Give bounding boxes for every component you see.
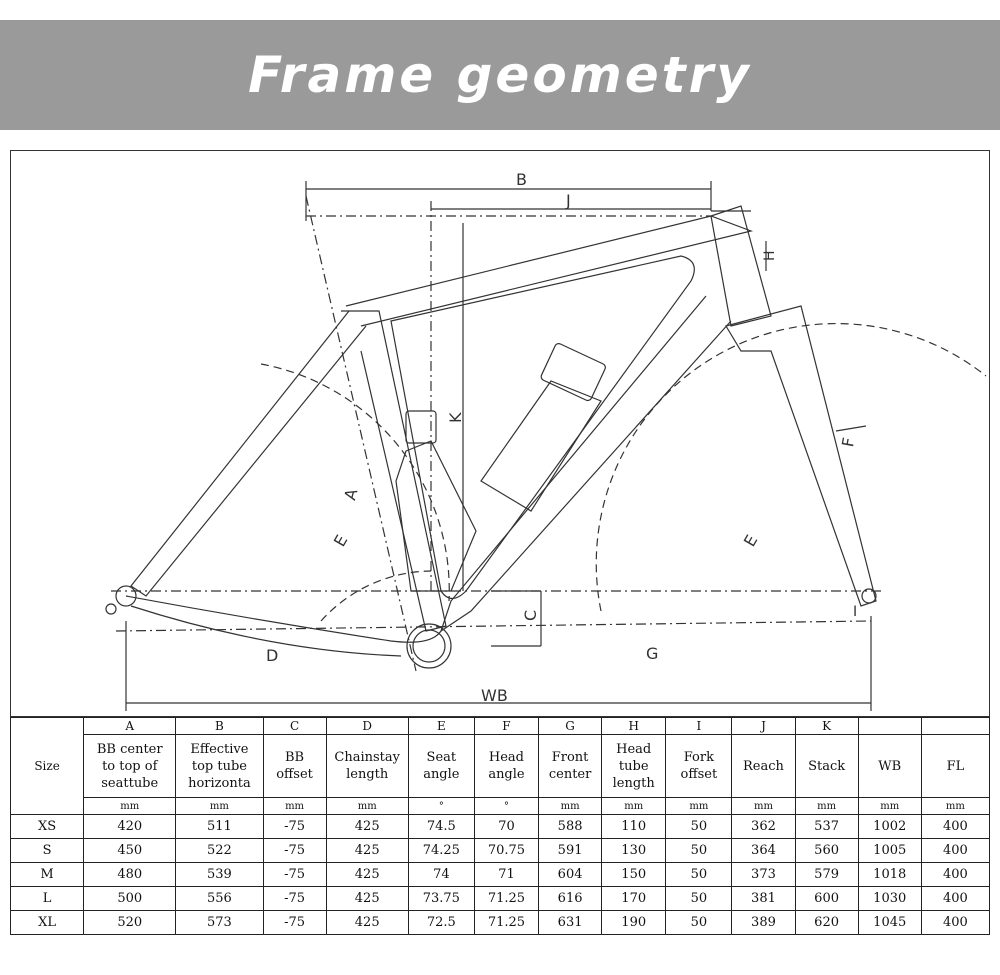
table-cell: 620 <box>795 911 858 935</box>
geometry-table <box>10 717 990 935</box>
col-letter: I <box>666 718 732 735</box>
table-cell: 591 <box>539 839 602 863</box>
label-E-front: E <box>739 531 762 550</box>
title-banner <box>0 20 1000 130</box>
table-cell: 373 <box>732 863 795 887</box>
col-name: Stack <box>795 735 858 798</box>
col-letter: J <box>732 718 795 735</box>
table-cell: 50 <box>666 911 732 935</box>
table-cell: 381 <box>732 887 795 911</box>
table-cell: 425 <box>326 887 408 911</box>
col-name: Head angle <box>474 735 538 798</box>
col-unit: ° <box>474 798 538 815</box>
table-cell: 520 <box>84 911 176 935</box>
label-WB: WB <box>481 686 508 705</box>
table-cell: 170 <box>602 887 666 911</box>
table-cell: 450 <box>84 839 176 863</box>
table-cell: -75 <box>263 839 326 863</box>
size-cell: L <box>11 887 84 911</box>
table-row-l <box>11 887 990 911</box>
table-cell: 616 <box>539 887 602 911</box>
col-unit: mm <box>176 798 263 815</box>
col-letter: F <box>474 718 538 735</box>
table-cell: 579 <box>795 863 858 887</box>
table-cell: 400 <box>921 887 989 911</box>
table-cell: 556 <box>176 887 263 911</box>
table-cell: 573 <box>176 911 263 935</box>
label-C: C <box>521 609 540 621</box>
col-unit: mm <box>666 798 732 815</box>
table-cell: 190 <box>602 911 666 935</box>
table-cell: 420 <box>84 815 176 839</box>
seat-stay <box>131 311 366 596</box>
table-cell: 400 <box>921 863 989 887</box>
name-row <box>11 735 990 798</box>
col-name: BB offset <box>263 735 326 798</box>
col-name: Chainstay length <box>326 735 408 798</box>
table-cell: 425 <box>326 815 408 839</box>
col-letter: A <box>84 718 176 735</box>
unit-row <box>11 798 990 815</box>
label-G: G <box>646 644 659 663</box>
table-cell: 480 <box>84 863 176 887</box>
table-cell: 50 <box>666 815 732 839</box>
table-cell: 150 <box>602 863 666 887</box>
table-cell: 130 <box>602 839 666 863</box>
table-cell: 400 <box>921 839 989 863</box>
label-H: H <box>762 250 778 261</box>
table-cell: 600 <box>795 887 858 911</box>
col-unit: mm <box>263 798 326 815</box>
table-cell: 425 <box>326 911 408 935</box>
table-cell: 1018 <box>858 863 921 887</box>
chain-stay <box>126 596 441 656</box>
table-cell: 1005 <box>858 839 921 863</box>
frame-geometry-diagram <box>11 151 989 716</box>
col-name: Fork offset <box>666 735 732 798</box>
col-unit: mm <box>602 798 666 815</box>
table-cell: 560 <box>795 839 858 863</box>
table-cell: 70 <box>474 815 538 839</box>
top-tube <box>346 216 751 326</box>
table-cell: 500 <box>84 887 176 911</box>
table-cell: 74.5 <box>408 815 474 839</box>
head-tube <box>711 206 771 326</box>
table-cell: 425 <box>326 863 408 887</box>
table-cell: 522 <box>176 839 263 863</box>
size-cell: S <box>11 839 84 863</box>
table-cell: 74 <box>408 863 474 887</box>
table-cell: 110 <box>602 815 666 839</box>
table-cell: 50 <box>666 887 732 911</box>
table-cell: 631 <box>539 911 602 935</box>
table-cell: 1045 <box>858 911 921 935</box>
table-cell: 71.25 <box>474 887 538 911</box>
table-row-xl <box>11 911 990 935</box>
table-cell: 389 <box>732 911 795 935</box>
col-unit: mm <box>921 798 989 815</box>
frame-drawing <box>10 150 990 717</box>
table-cell: 50 <box>666 839 732 863</box>
table-cell: 511 <box>176 815 263 839</box>
col-unit: mm <box>84 798 176 815</box>
table-cell: 74.25 <box>408 839 474 863</box>
table-cell: -75 <box>263 815 326 839</box>
size-header: Size <box>11 718 84 815</box>
col-unit: mm <box>732 798 795 815</box>
table-cell: 537 <box>795 815 858 839</box>
col-name: Front center <box>539 735 602 798</box>
fork <box>726 306 876 606</box>
col-letter: D <box>326 718 408 735</box>
table-cell: 70.75 <box>474 839 538 863</box>
col-letter: H <box>602 718 666 735</box>
col-unit: mm <box>326 798 408 815</box>
seat-tube <box>341 311 446 631</box>
table-cell: 71.25 <box>474 911 538 935</box>
col-name: FL <box>921 735 989 798</box>
table-row-xs <box>11 815 990 839</box>
table-cell: 362 <box>732 815 795 839</box>
letter-row <box>11 718 990 735</box>
label-B: B <box>516 170 527 189</box>
col-letter: C <box>263 718 326 735</box>
table-cell: 604 <box>539 863 602 887</box>
col-name: Reach <box>732 735 795 798</box>
col-unit: mm <box>858 798 921 815</box>
bottle-seat-tube <box>396 441 476 591</box>
label-A: A <box>340 486 362 503</box>
col-letter <box>921 718 989 735</box>
bottle-down-tube <box>481 381 601 511</box>
size-cell: XL <box>11 911 84 935</box>
table-cell: 50 <box>666 863 732 887</box>
table-cell: 588 <box>539 815 602 839</box>
label-D: D <box>266 646 279 665</box>
size-cell: XS <box>11 815 84 839</box>
table-row-m <box>11 863 990 887</box>
table-cell: 72.5 <box>408 911 474 935</box>
col-name: Seat angle <box>408 735 474 798</box>
col-name: Effective top tube horizonta <box>176 735 263 798</box>
col-letter: B <box>176 718 263 735</box>
label-I: I <box>853 604 858 620</box>
table-cell: -75 <box>263 911 326 935</box>
table-cell: 539 <box>176 863 263 887</box>
col-letter <box>858 718 921 735</box>
table-cell: 71 <box>474 863 538 887</box>
table-cell: 400 <box>921 815 989 839</box>
col-letter: E <box>408 718 474 735</box>
label-E-rear: E <box>329 531 352 550</box>
table-cell: 425 <box>326 839 408 863</box>
down-tube <box>441 296 731 631</box>
table-cell: -75 <box>263 863 326 887</box>
col-unit: mm <box>795 798 858 815</box>
table-cell: 364 <box>732 839 795 863</box>
label-J: J <box>566 191 571 210</box>
col-unit: mm <box>539 798 602 815</box>
table-cell: -75 <box>263 887 326 911</box>
table-cell: 400 <box>921 911 989 935</box>
page-title: Frame geometry <box>248 46 752 104</box>
table-cell: 1030 <box>858 887 921 911</box>
table-row-s <box>11 839 990 863</box>
col-letter: K <box>795 718 858 735</box>
col-unit: ° <box>408 798 474 815</box>
col-letter: G <box>539 718 602 735</box>
col-name: Head tube length <box>602 735 666 798</box>
size-cell: M <box>11 863 84 887</box>
table-cell: 1002 <box>858 815 921 839</box>
label-K: K <box>446 412 465 423</box>
label-F: F <box>838 436 859 449</box>
table-cell: 73.75 <box>408 887 474 911</box>
col-name: BB center to top of seattube <box>84 735 176 798</box>
front-wheel-arc <box>596 324 986 611</box>
col-name: WB <box>858 735 921 798</box>
